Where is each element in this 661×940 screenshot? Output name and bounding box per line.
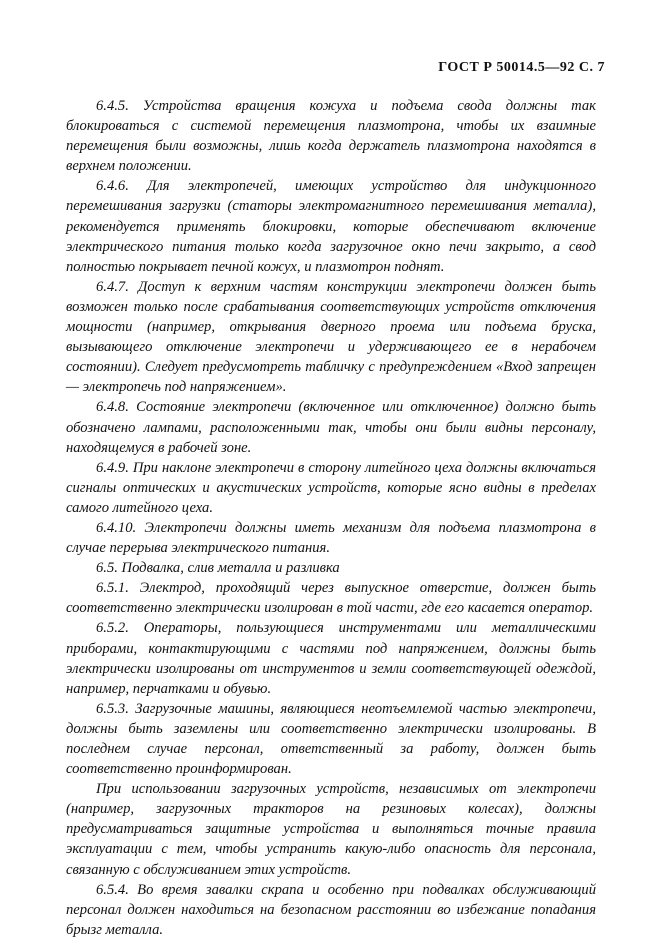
- section-heading-6-5: 6.5. Подвалка, слив металла и разливка: [96, 560, 340, 577]
- document-body: [66, 96, 596, 940]
- paragraph-6-5-3-cont: При использовании загрузочных устройств, независимых от электропечи (например, загрузочных тракторов на резиновых колесах), должны предусматриваться защитные устройства и выполняться точные правила эксплуатации с тем, чтобы устранить какую-либо опасность для персонала, связанную с обслуживанием этих устройств.: [66, 781, 596, 878]
- paragraph-6-4-10: 6.4.10. Электропечи должны иметь механизм для подъема плазмотрона в случае перерыва электрического питания.: [66, 519, 596, 557]
- paragraph-6-5-4: 6.5.4. Во время завалки скрапа и особенно при подвалках обслуживающий персонал должен находиться на безопасном расстоянии во избежание попадания брызг металла.: [66, 881, 596, 938]
- paragraph-6-4-9: 6.4.9. При наклоне электропечи в сторону литейного цеха должны включаться сигналы оптических и акустических устройств, которые ясно видны в пределах самого литейного цеха.: [66, 459, 596, 516]
- paragraph-6-5-2: 6.5.2. Операторы, пользующиеся инструментами или металлическими приборами, контактирующими с частями под напряжением, должны быть электрически изолированы от инструментов и земли соответствующей одеждой, например, перчатками и обувью.: [66, 620, 596, 697]
- paragraph-6-4-5: 6.4.5. Устройства вращения кожуха и подъема свода должны так блокироваться с системой перемещения плазмотрона, чтобы их взаимные перемещения были возможны, лишь когда держатель плазмотрона находятся в верхнем положении.: [66, 98, 596, 175]
- paragraph-6-4-6: 6.4.6. Для электропечей, имеющих устройство для индукционного перемешивания загрузки (статоры электромагнитного перемешивания металла), рекомендуется применять блокировки, которые обеспечивают включение электрического питания только когда загрузочное окно печи закрыто, а свод полностью покрывает печной кожух, и плазмотрон поднят.: [66, 178, 596, 275]
- paragraph-6-4-7: 6.4.7. Доступ к верхним частям конструкции электропечи должен быть возможен только после срабатывания соответствующих устройств отключения мощности (например, открывания дверного проема или подъема бруска, вызывающего отключение электропечи и удерживающего ее в нерабочем состоянии). Следует предусмотреть табличку с предупреждением «Вход запрещен— электропечь под напряжением».: [66, 278, 596, 396]
- document-header: ГОСТ Р 50014.5—92 С. 7: [438, 60, 605, 75]
- paragraph-6-4-8: 6.4.8. Состояние электропечи (включенное или отключенное) должно быть обозначено лампами, расположенными так, чтобы они были видны персоналу, находящемуся в рабочей зоне.: [66, 399, 596, 456]
- paragraph-6-5-3: 6.5.3. Загрузочные машины, являющиеся неотъемлемой частью электропечи, должны быть заземлены или соответственно электрически изолированы. В последнем случае персонал, ответственный за работу, должен быть соответственно проинформирован.: [66, 700, 596, 778]
- paragraph-6-5-1: 6.5.1. Электрод, проходящий через выпускное отверстие, должен быть соответственно электрически изолирован в той части, где его касается оператор.: [66, 580, 596, 617]
